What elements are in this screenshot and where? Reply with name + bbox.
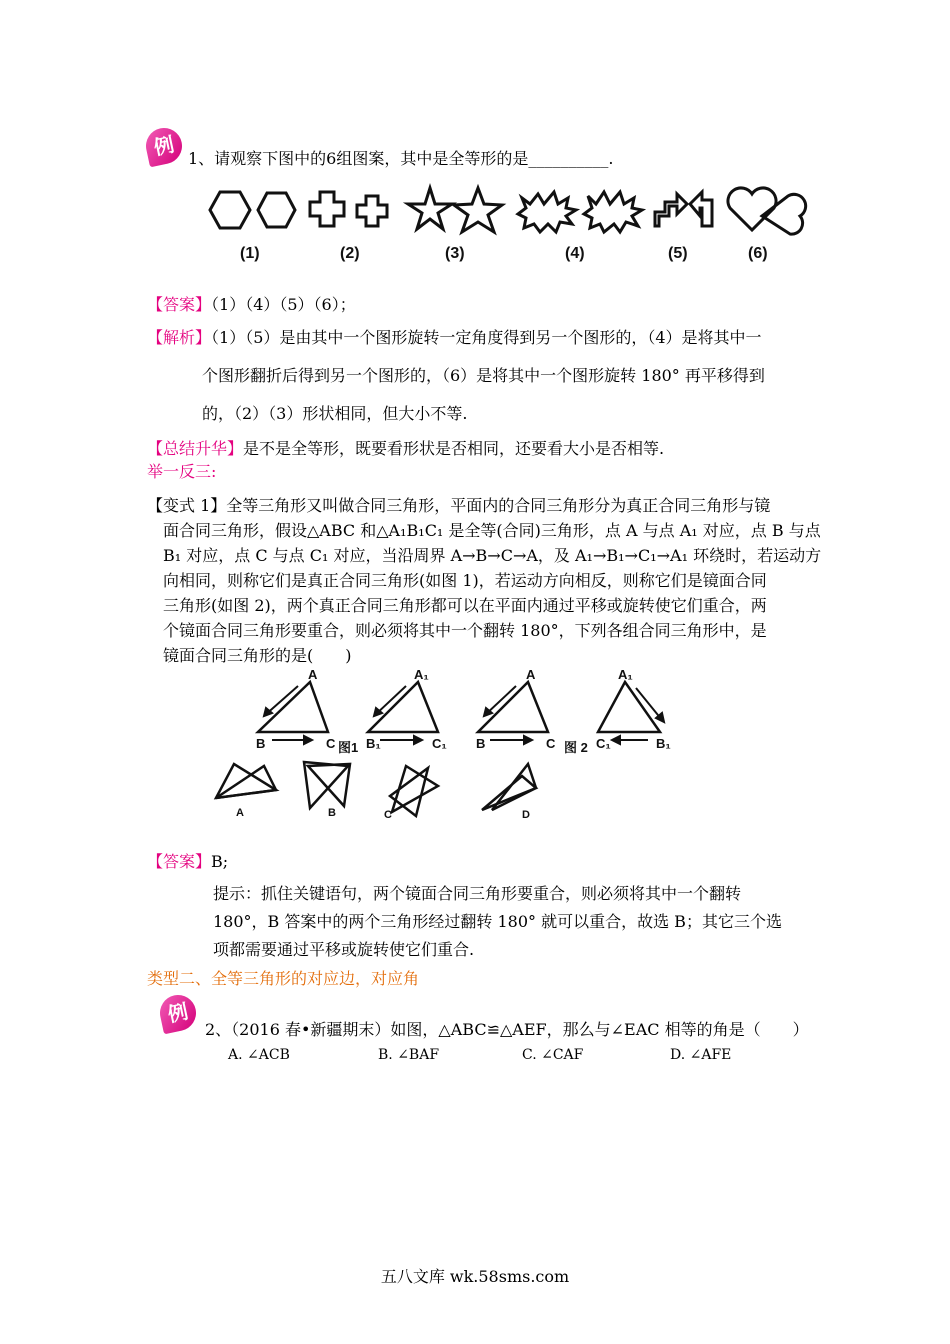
variant-line-5: 三角形(如图 2)，两个真正合同三角形都可以在平面内通过平移或旋转使它们重合，两 <box>163 596 767 615</box>
star-large <box>454 188 502 232</box>
variant-tag: 【变式 1】 <box>147 496 227 515</box>
t4-label-c1: C₁ <box>596 736 611 751</box>
t1-label-c: C <box>326 736 336 751</box>
shapes-figure <box>200 180 810 270</box>
question-1: 1、请观察下图中的6组图案，其中是全等形的是__________. <box>188 149 614 168</box>
variant-line-1 <box>147 497 770 515</box>
variant-line-7: 镜面合同三角形的是( ) <box>163 646 352 665</box>
burst-1 <box>518 192 576 232</box>
shape-label-4: (4) <box>565 245 585 262</box>
variant-line-6: 个镜面合同三角形要重合，则必须将其中一个翻转 180°，下列各组合同三角形中，是 <box>163 621 767 640</box>
t3-label-a: A <box>526 668 536 682</box>
option-d-label: D <box>522 809 530 821</box>
t3-label-c: C <box>546 736 556 751</box>
t1-label-b: B <box>256 736 266 751</box>
hint-line-2: 180°，B 答案中的两个三角形经过翻转 180° 就可以重合，故选 B；其它三个选 <box>213 912 782 931</box>
fig1-label: 图1 <box>338 740 359 755</box>
variant-line-2: 面合同三角形，假设△ABC 和△A₁B₁C₁ 是全等(合同)三角形，点 A 与点 A₁ 对应，点 B 与点 <box>163 521 821 540</box>
type2-heading: 类型二、全等三角形的对应边，对应角 <box>147 969 420 988</box>
star-small <box>408 188 452 229</box>
summary-text: 是不是全等形，既要看形状是否相同，还要看大小是否相等. <box>243 439 665 458</box>
t4-label-a1: A₁ <box>618 668 633 682</box>
burst-2 <box>584 192 642 232</box>
summary-tag: 【总结升华】 <box>147 439 244 458</box>
summary-line <box>147 440 664 458</box>
footer-watermark: 五八文库 wk.58sms.com <box>380 1267 570 1286</box>
cross-large <box>310 192 344 226</box>
t3-label-b: B <box>476 736 486 751</box>
hint-line-3: 项都需要通过平移或旋转使它们重合. <box>213 940 475 959</box>
choice-a: A. ∠ACB <box>228 1047 290 1063</box>
shape-label-5: (5) <box>668 245 688 262</box>
fig2-label: 图 2 <box>564 740 588 755</box>
option-a-label: A <box>236 807 244 819</box>
answer-1-line <box>147 296 356 314</box>
step-shape-2 <box>690 192 712 226</box>
answer-tag: 【答案】 <box>147 295 212 314</box>
shape-label-6: (6) <box>748 245 768 262</box>
shape-label-1: (1) <box>240 245 260 262</box>
variant-text-1: 全等三角形又叫做合同三角形，平面内的合同三角形分为真正合同三角形与镜 <box>226 496 771 515</box>
option-c-tri-2 <box>392 766 438 812</box>
choice-b: B. ∠BAF <box>378 1047 440 1063</box>
variant-answer-text: B; <box>211 852 229 871</box>
analysis-text-1: （1）（5）是由其中一个图形旋转一定角度得到另一个图形的，（4）是将其中一 <box>211 328 762 347</box>
options-figure <box>210 756 560 822</box>
shape-label-2: (2) <box>340 245 360 262</box>
hexagon-large <box>210 192 250 228</box>
variant-line-3: B₁ 对应，点 C 与点 C₁ 对应，当沿周界 A→B→C→A，及 A₁→B₁→C₁→A₁ 环绕时，若运动方 <box>163 546 822 565</box>
example-badge: 例 <box>143 125 186 168</box>
answer-text: （1）（4）（5）（6）； <box>211 295 356 314</box>
hint-line-1: 提示：抓住关键语句，两个镜面合同三角形要重合，则必须将其中一个翻转 <box>213 884 742 903</box>
analysis-line-1 <box>147 329 762 347</box>
variant-answer-line <box>147 853 228 871</box>
step-shape-1 <box>655 194 687 226</box>
cross-small <box>357 196 387 226</box>
choice-c: C. ∠CAF <box>522 1047 584 1063</box>
t2-label-b1: B₁ <box>366 736 381 751</box>
option-b-label: B <box>328 807 336 819</box>
hexagon-small <box>258 193 295 227</box>
t4-label-b1: B₁ <box>656 736 671 751</box>
practice-heading: 举一反三: <box>147 462 217 481</box>
shape-label-3: (3) <box>445 245 465 262</box>
variant-answer-tag: 【答案】 <box>147 852 212 871</box>
t2-label-a1: A₁ <box>414 668 429 682</box>
t1-label-a: A <box>308 668 318 682</box>
analysis-line-3: 的，（2）（3）形状相同，但大小不等. <box>202 404 468 423</box>
analysis-line-2: 个图形翻折后得到另一个图形的，（6）是将其中一个图形旋转 180° 再平移得到 <box>202 366 765 385</box>
example-badge-2: 例 <box>157 992 200 1035</box>
option-c-label: C <box>384 809 392 821</box>
question-2: 2、（2016 春•新疆期末）如图，△ABC≌△AEF，那么与∠EAC 相等的角是（ ） <box>205 1020 809 1039</box>
variant-line-4: 向相同，则称它们是真正合同三角形(如图 1)，若运动方向相反，则称它们是镜面合同 <box>163 571 767 590</box>
t2-label-c1: C₁ <box>432 736 447 751</box>
analysis-tag: 【解析】 <box>147 328 212 347</box>
choice-d: D. ∠AFE <box>670 1047 732 1063</box>
triangle-figure <box>240 668 690 756</box>
